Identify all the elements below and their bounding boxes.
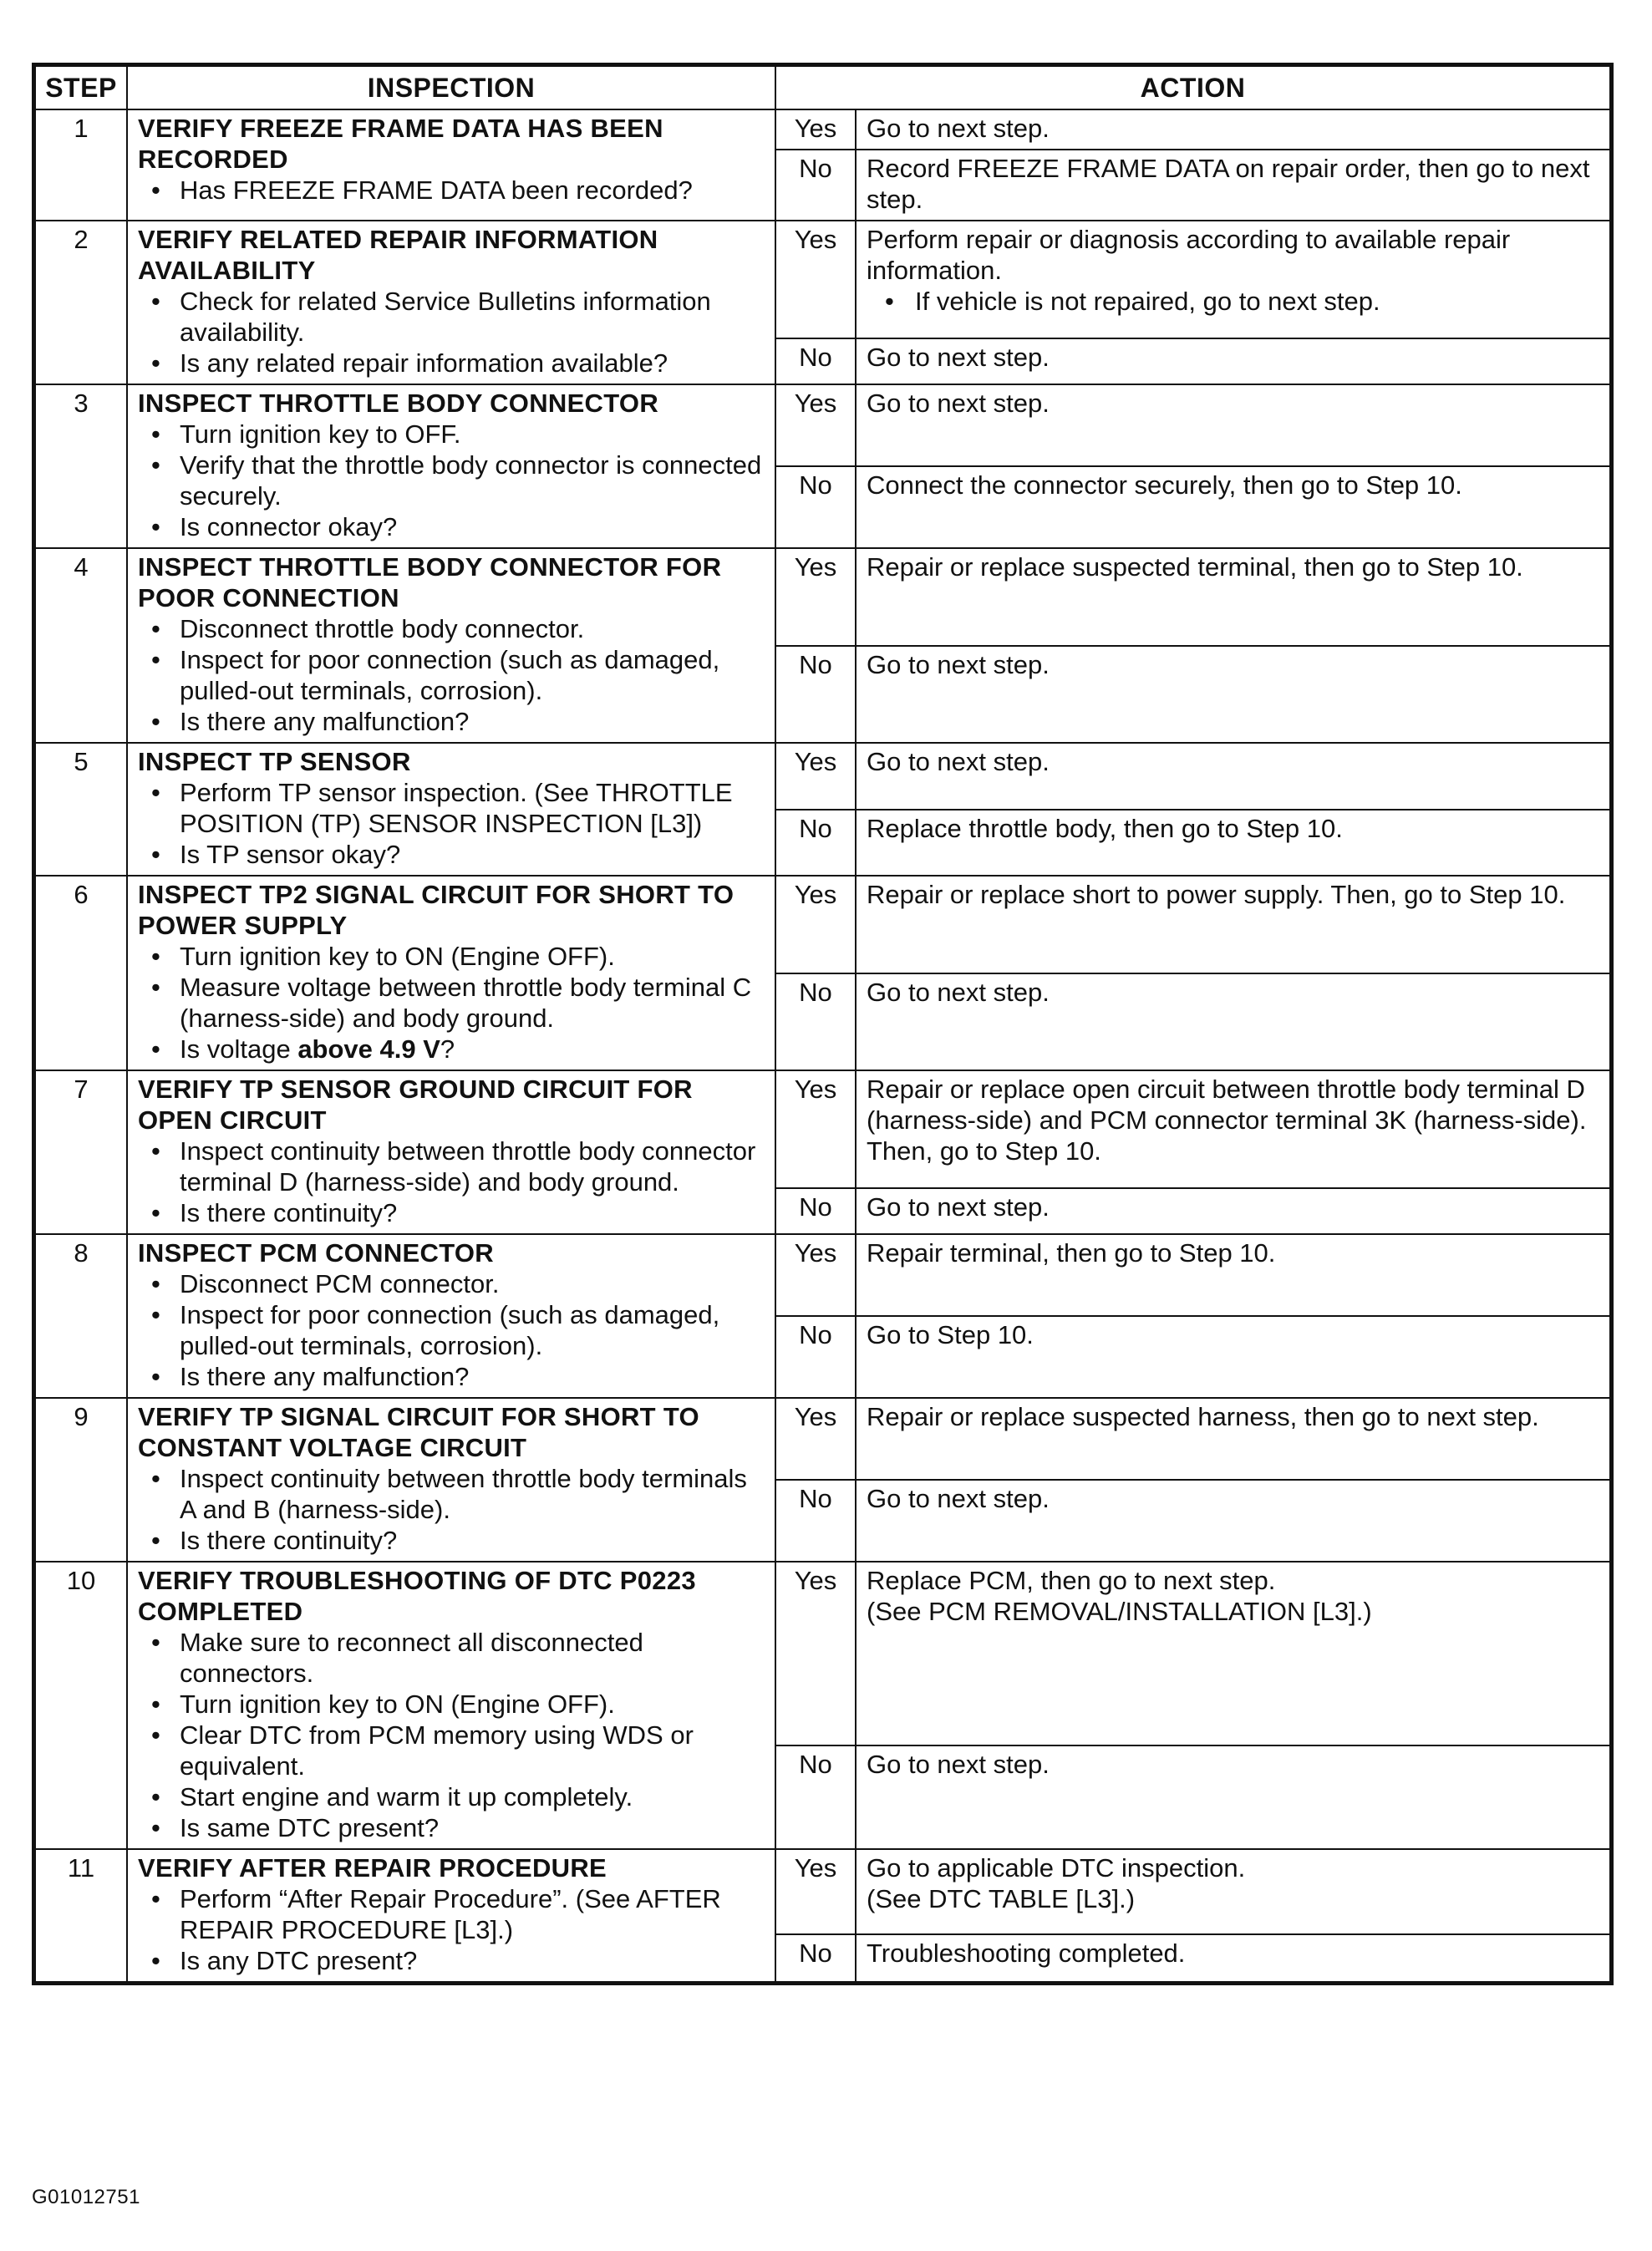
inspection-bullets xyxy=(138,286,766,379)
inspection-title: VERIFY TROUBLESHOOTING OF DTC P0223 COMPLETED xyxy=(138,1566,696,1626)
inspection-bullet: • Perform TP sensor inspection. (See THROTTLE POSITION (TP) SENSOR INSPECTION [L3]) xyxy=(138,777,766,839)
table-row xyxy=(35,1562,1610,1745)
yes-action xyxy=(856,1070,1610,1188)
table-row xyxy=(35,876,1610,973)
yes-action xyxy=(856,548,1610,646)
inspection-title: INSPECT THROTTLE BODY CONNECTOR xyxy=(138,389,659,418)
inspection-bullet: • Measure voltage between throttle body terminal C (harness-side) and body ground. xyxy=(138,972,766,1034)
inspection-cell xyxy=(127,548,775,743)
table-row xyxy=(35,548,1610,646)
inspection-bullets xyxy=(138,419,766,542)
inspection-bullet: • Is any DTC present? xyxy=(138,1945,766,1976)
inspection-bullet: • Is there any malfunction? xyxy=(138,1361,766,1392)
yes-label: Yes xyxy=(775,1398,856,1480)
yes-action-reference: (See PCM REMOVAL/INSTALLATION [L3].) xyxy=(867,1597,1372,1626)
step-number: 9 xyxy=(35,1398,127,1562)
yes-label: Yes xyxy=(775,1849,856,1934)
yes-action xyxy=(856,876,1610,973)
no-action: Record FREEZE FRAME DATA on repair order, then go to next step. xyxy=(856,150,1610,221)
step-number: 10 xyxy=(35,1562,127,1849)
table-row xyxy=(35,1849,1610,1934)
no-action: Replace throttle body, then go to Step 10. xyxy=(856,810,1610,877)
inspection-bullet: • Inspect for poor connection (such as damaged, pulled-out terminals, corrosion). xyxy=(138,1299,766,1361)
inspection-bullet: • Perform “After Repair Procedure”. (See AFTER REPAIR PROCEDURE [L3].) xyxy=(138,1883,766,1945)
yes-label: Yes xyxy=(775,1562,856,1745)
inspection-bullet: • Disconnect throttle body connector. xyxy=(138,613,766,644)
no-label: No xyxy=(775,1745,856,1849)
yes-action-text: Repair or replace suspected harness, then go to next step. xyxy=(867,1402,1539,1431)
inspection-title: VERIFY AFTER REPAIR PROCEDURE xyxy=(138,1853,607,1883)
table-row xyxy=(35,109,1610,150)
inspection-cell xyxy=(127,384,775,548)
step-number: 7 xyxy=(35,1070,127,1234)
inspection-bullets xyxy=(138,613,766,737)
yes-label: Yes xyxy=(775,876,856,973)
yes-label: Yes xyxy=(775,548,856,646)
yes-label: Yes xyxy=(775,1234,856,1316)
inspection-bullet xyxy=(138,1034,766,1065)
inspection-cell xyxy=(127,221,775,384)
yes-action-text: Repair or replace open circuit between throttle body terminal D (harness-side) and PCM connector terminal 3K (harness-side). Then, go to Step 10. xyxy=(867,1075,1587,1166)
table-row xyxy=(35,1398,1610,1480)
yes-action xyxy=(856,1562,1610,1745)
no-label: No xyxy=(775,466,856,548)
yes-action-reference: (See DTC TABLE [L3].) xyxy=(867,1884,1136,1913)
yes-action xyxy=(856,221,1610,338)
no-label: No xyxy=(775,810,856,877)
yes-action xyxy=(856,1398,1610,1480)
no-label: No xyxy=(775,646,856,744)
no-label: No xyxy=(775,150,856,221)
no-action: Troubleshooting completed. xyxy=(856,1934,1610,1982)
inspection-title: INSPECT TP2 SIGNAL CIRCUIT FOR SHORT TO POWER SUPPLY xyxy=(138,880,735,940)
yes-action-text: Go to next step. xyxy=(867,389,1050,418)
yes-action-text: Replace PCM, then go to next step. xyxy=(867,1566,1276,1595)
inspection-cell xyxy=(127,1849,775,1982)
no-action: Go to next step. xyxy=(856,1188,1610,1234)
yes-action-text: Go to next step. xyxy=(867,114,1050,143)
yes-action-text: Repair terminal, then go to Step 10. xyxy=(867,1238,1276,1268)
inspection-bullet: • Is any related repair information available? xyxy=(138,348,766,379)
inspection-bullets xyxy=(138,941,766,1065)
inspection-bullet: • Make sure to reconnect all disconnected connectors. xyxy=(138,1627,766,1689)
inspection-cell xyxy=(127,1398,775,1562)
yes-action-bullet: • If vehicle is not repaired, go to next step. xyxy=(867,286,1601,317)
inspection-title: INSPECT TP SENSOR xyxy=(138,747,411,776)
table-header-row xyxy=(35,66,1610,109)
inspection-bullet: • Is TP sensor okay? xyxy=(138,839,766,870)
inspection-cell xyxy=(127,743,775,876)
inspection-bullet: • Has FREEZE FRAME DATA been recorded? xyxy=(138,175,766,206)
step-number: 6 xyxy=(35,876,127,1070)
inspection-cell xyxy=(127,1234,775,1398)
inspection-bullet: • Inspect continuity between throttle body terminals A and B (harness-side). xyxy=(138,1463,766,1525)
table-row xyxy=(35,221,1610,338)
no-action: Go to next step. xyxy=(856,646,1610,744)
yes-action xyxy=(856,384,1610,466)
no-label: No xyxy=(775,1480,856,1562)
inspection-bullet: • Clear DTC from PCM memory using WDS or equivalent. xyxy=(138,1720,766,1781)
inspection-bullet: • Is connector okay? xyxy=(138,511,766,542)
inspection-bullet: • Is there continuity? xyxy=(138,1525,766,1556)
no-label: No xyxy=(775,338,856,384)
yes-label: Yes xyxy=(775,384,856,466)
bullet-emphasis: above 4.9 V xyxy=(297,1034,440,1064)
step-number: 4 xyxy=(35,548,127,743)
inspection-cell xyxy=(127,876,775,1070)
step-number: 5 xyxy=(35,743,127,876)
no-action: Go to next step. xyxy=(856,1745,1610,1849)
header-step: STEP xyxy=(35,66,127,109)
table-row xyxy=(35,1234,1610,1316)
no-action: Go to next step. xyxy=(856,1480,1610,1562)
yes-action-text: Repair or replace short to power supply. Then, go to Step 10. xyxy=(867,880,1566,909)
table-row xyxy=(35,384,1610,466)
yes-action xyxy=(856,109,1610,150)
step-number: 1 xyxy=(35,109,127,221)
inspection-title: INSPECT THROTTLE BODY CONNECTOR FOR POOR CONNECTION xyxy=(138,552,722,612)
yes-action-text: Repair or replace suspected terminal, then go to Step 10. xyxy=(867,552,1523,582)
inspection-bullet: • Turn ignition key to ON (Engine OFF). xyxy=(138,1689,766,1720)
inspection-bullet: • Start engine and warm it up completely. xyxy=(138,1781,766,1812)
yes-action-text: Go to next step. xyxy=(867,747,1050,776)
yes-label: Yes xyxy=(775,109,856,150)
inspection-bullets xyxy=(138,1268,766,1392)
no-label: No xyxy=(775,1316,856,1398)
inspection-cell xyxy=(127,1562,775,1849)
inspection-title: VERIFY TP SENSOR GROUND CIRCUIT FOR OPEN CIRCUIT xyxy=(138,1075,693,1135)
inspection-bullet: • Turn ignition key to ON (Engine OFF). xyxy=(138,941,766,972)
inspection-bullets xyxy=(138,1463,766,1556)
yes-action xyxy=(856,1234,1610,1316)
inspection-bullets xyxy=(138,1136,766,1228)
step-number: 8 xyxy=(35,1234,127,1398)
table-row xyxy=(35,1070,1610,1188)
inspection-bullet: • Disconnect PCM connector. xyxy=(138,1268,766,1299)
step-number: 2 xyxy=(35,221,127,384)
inspection-title: VERIFY TP SIGNAL CIRCUIT FOR SHORT TO CONSTANT VOLTAGE CIRCUIT xyxy=(138,1402,699,1462)
inspection-bullet: • Is there any malfunction? xyxy=(138,706,766,737)
no-action: Go to Step 10. xyxy=(856,1316,1610,1398)
inspection-title: INSPECT PCM CONNECTOR xyxy=(138,1238,494,1268)
yes-label: Yes xyxy=(775,221,856,338)
no-action: Go to next step. xyxy=(856,973,1610,1071)
inspection-bullet: • Check for related Service Bulletins information availability. xyxy=(138,286,766,348)
yes-action xyxy=(856,1849,1610,1934)
inspection-title: VERIFY FREEZE FRAME DATA HAS BEEN RECORDED xyxy=(138,114,663,174)
inspection-bullet: • Is there continuity? xyxy=(138,1197,766,1228)
troubleshooting-table-frame xyxy=(32,63,1614,1985)
step-number: 11 xyxy=(35,1849,127,1982)
yes-action-bullets xyxy=(867,286,1601,317)
no-label: No xyxy=(775,1934,856,1982)
inspection-bullets xyxy=(138,1627,766,1843)
inspection-bullets xyxy=(138,1883,766,1976)
step-number: 3 xyxy=(35,384,127,548)
header-action: ACTION xyxy=(775,66,1610,109)
no-label: No xyxy=(775,1188,856,1234)
inspection-cell xyxy=(127,109,775,221)
table-row xyxy=(35,743,1610,810)
inspection-bullet: • Verify that the throttle body connector is connected securely. xyxy=(138,450,766,511)
yes-action-text: Perform repair or diagnosis according to available repair information. xyxy=(867,225,1511,285)
bullet-text: ? xyxy=(440,1034,455,1064)
inspection-title: VERIFY RELATED REPAIR INFORMATION AVAILABILITY xyxy=(138,225,658,285)
yes-action xyxy=(856,743,1610,810)
header-inspection: INSPECTION xyxy=(127,66,775,109)
bullet-text: Is voltage xyxy=(180,1034,298,1064)
inspection-bullet: • Is same DTC present? xyxy=(138,1812,766,1843)
yes-label: Yes xyxy=(775,743,856,810)
inspection-bullet: • Inspect for poor connection (such as damaged, pulled-out terminals, corrosion). xyxy=(138,644,766,706)
no-action: Go to next step. xyxy=(856,338,1610,384)
table-body xyxy=(35,109,1610,1982)
no-label: No xyxy=(775,973,856,1071)
inspection-bullets xyxy=(138,777,766,870)
no-action: Connect the connector securely, then go to Step 10. xyxy=(856,466,1610,548)
inspection-bullets xyxy=(138,175,766,206)
inspection-bullet: • Turn ignition key to OFF. xyxy=(138,419,766,450)
yes-label: Yes xyxy=(775,1070,856,1188)
troubleshooting-table xyxy=(34,65,1611,1983)
inspection-cell xyxy=(127,1070,775,1234)
inspection-bullet: • Inspect continuity between throttle body connector terminal D (harness-side) and body ground. xyxy=(138,1136,766,1197)
yes-action-text: Go to applicable DTC inspection. xyxy=(867,1853,1246,1883)
figure-code: G01012751 xyxy=(32,2186,140,2208)
